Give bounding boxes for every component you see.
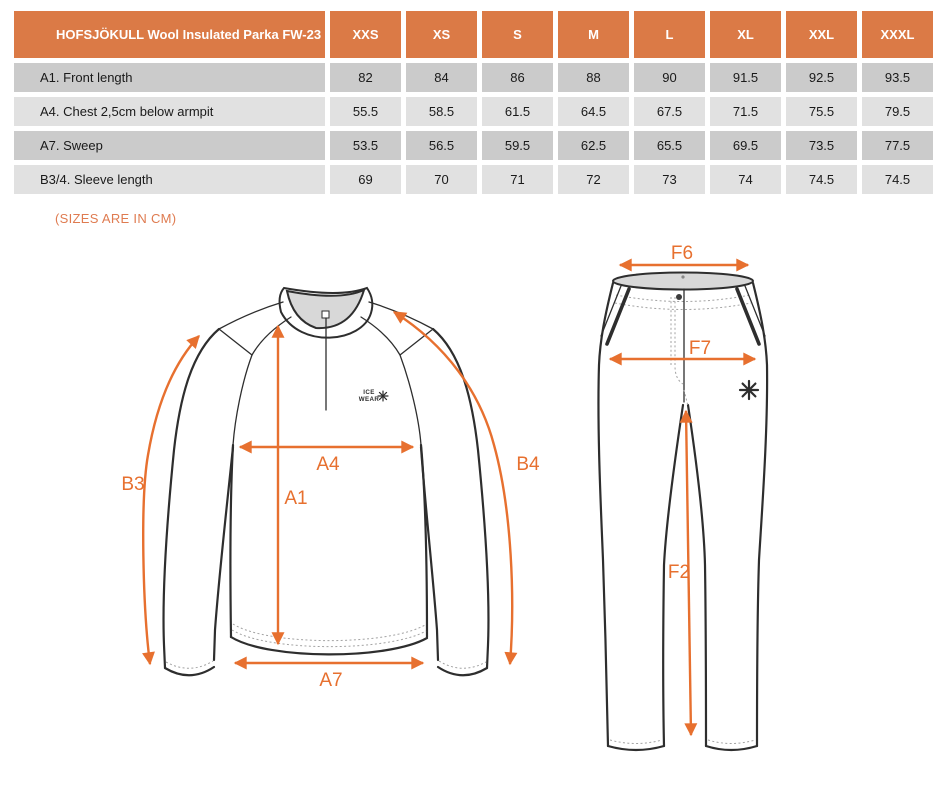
size-value-cell: 70 [406,165,477,194]
zipper-pull [322,311,329,318]
size-value-cell: 65.5 [634,131,705,160]
size-value-cell: 62.5 [558,131,629,160]
right-cuff [438,667,487,675]
size-value-cell: 77.5 [862,131,933,160]
size-value-cell: 55.5 [330,97,401,126]
left-cuff-stitch [166,661,213,668]
size-value-cell: 90 [634,63,705,92]
jacket-measure-label-b4: B4 [516,454,540,475]
size-value-cell: 73 [634,165,705,194]
hem-stitch-line [232,630,426,647]
left-shoulder-seam [219,302,283,329]
measurement-label: B3/4. Sleeve length [14,165,325,194]
table-row [14,63,933,92]
fly-stitch [675,297,683,384]
size-column-header: S [482,11,553,58]
size-value-cell: 91.5 [710,63,781,92]
size-column-header: XXXL [862,11,933,58]
size-value-cell: 71.5 [710,97,781,126]
size-value-cell: 53.5 [330,131,401,160]
left-hem-stitch [610,740,662,744]
hem-stitch-line [233,624,425,641]
waistband-stitch [615,303,751,310]
size-value-cell: 74.5 [786,165,857,194]
size-value-cell: 64.5 [558,97,629,126]
right-sleeve-inner [421,447,438,660]
b3-sleeve-arrow [143,336,199,664]
size-value-cell: 79.5 [862,97,933,126]
size-value-cell: 86 [482,63,553,92]
jacket-measure-label-a7: A7 [319,670,343,691]
table-row [14,131,933,160]
jacket-measure-label-b3: B3 [121,474,145,495]
snowflake-icon [740,381,758,399]
size-column-header: M [558,11,629,58]
waist-button [676,294,682,300]
size-column-header: XS [406,11,477,58]
units-note: (SIZES ARE IN CM) [55,211,177,226]
pants-measure-label-f2: F2 [667,562,691,583]
size-value-cell: 72 [558,165,629,194]
right-shoulder-connector [400,329,433,355]
header-row [14,11,933,58]
measurement-label: A4. Chest 2,5cm below armpit [14,97,325,126]
right-cuff-stitch [439,661,486,668]
jacket-hem [231,637,427,654]
size-chart-table [9,6,938,199]
product-title: HOFSJÖKULL Wool Insulated Parka FW-23 [14,11,325,58]
size-value-cell: 93.5 [862,63,933,92]
size-value-cell: 69.5 [710,131,781,160]
waistband-stitch [616,295,750,302]
right-hem-stitch [708,740,755,744]
pants-waist-opening [613,273,753,290]
size-value-cell: 56.5 [406,131,477,160]
size-value-cell: 61.5 [482,97,553,126]
table-row [14,97,933,126]
size-value-cell: 74 [710,165,781,194]
size-value-cell: 71 [482,165,553,194]
brand-logo-line2: WEAR [358,396,380,403]
size-value-cell: 73.5 [786,131,857,160]
left-shoulder-connector [219,329,252,355]
measurement-label: A1. Front length [14,63,325,92]
pants-measure-label-f6: F6 [670,243,694,264]
b4-sleeve-arrow [394,312,512,664]
brand-logo-line1: ICE [363,389,375,396]
size-value-cell: 82 [330,63,401,92]
pants-left-outer [598,283,613,746]
size-value-cell: 75.5 [786,97,857,126]
size-column-header: XL [710,11,781,58]
right-raglan-seam [358,317,421,445]
size-value-cell: 84 [406,63,477,92]
size-value-cell: 74.5 [862,165,933,194]
jacket-measure-label-a4: A4 [316,454,340,475]
measurement-label: A7. Sweep [14,131,325,160]
brand-logo [359,389,388,403]
pants-left-hem [608,746,664,750]
size-value-cell: 69 [330,165,401,194]
inner-button [681,275,684,278]
pants-right-hem [706,746,757,750]
size-value-cell: 59.5 [482,131,553,160]
jacket-measure-label-a1: A1 [284,488,308,509]
size-column-header: XXL [786,11,857,58]
jacket-diagram [121,288,540,691]
size-column-header: L [634,11,705,58]
size-value-cell: 92.5 [786,63,857,92]
right-sleeve-outer [433,329,488,668]
left-cuff [165,667,214,675]
table-row [14,165,933,194]
left-sleeve-outer [164,329,219,668]
snowflake-icon [378,391,388,401]
size-column-header: XXS [330,11,401,58]
pants-right-outer [753,283,767,746]
size-value-cell: 58.5 [406,97,477,126]
size-value-cell: 67.5 [634,97,705,126]
pants-measure-label-f7: F7 [688,338,712,359]
pants-diagram [598,243,767,750]
left-raglan-seam [233,317,291,445]
size-value-cell: 88 [558,63,629,92]
